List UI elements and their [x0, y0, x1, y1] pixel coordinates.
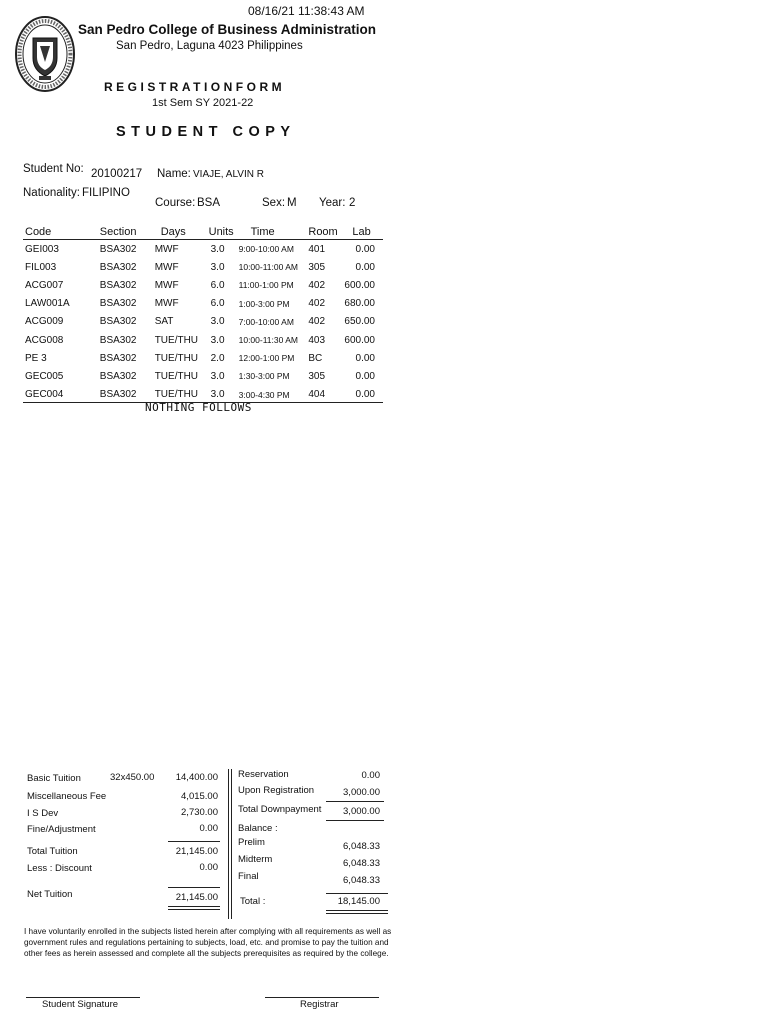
cell-room: 402 — [308, 316, 326, 328]
col-header-code: Code — [23, 225, 98, 240]
col-header-lab: Lab — [342, 225, 383, 240]
cell-code: ACG009 — [25, 316, 64, 328]
total-label: Total : — [240, 896, 266, 907]
cell-room: 404 — [308, 389, 326, 401]
basic-tuition-value: 14,400.00 — [175, 772, 218, 783]
course-label: Course: — [155, 197, 196, 209]
sex: M — [287, 197, 297, 209]
cell-units: 3.0 — [210, 389, 225, 401]
cell-room: 305 — [308, 261, 326, 273]
cell-days: MWF — [154, 261, 179, 273]
net-line-bottom-1 — [168, 906, 220, 907]
student-no: 20100217 — [91, 168, 143, 180]
table-row — [23, 313, 383, 331]
subtotal-line — [168, 841, 220, 842]
cell-units: 3.0 — [210, 261, 225, 273]
cell-time: 12:00-1:00 PM — [238, 353, 295, 364]
cell-section: BSA302 — [99, 298, 137, 310]
total-line-top — [326, 893, 388, 894]
year-label: Year: — [319, 197, 346, 209]
misc-fee-value: 4,015.00 — [181, 791, 218, 802]
table-row — [23, 331, 383, 349]
cell-lab: 650.00 — [344, 316, 375, 328]
registrar-signature-line — [265, 997, 379, 998]
cell-lab: 0.00 — [355, 370, 375, 382]
prelim-value: 6,048.33 — [343, 841, 380, 852]
total-downpayment-value: 3,000.00 — [343, 806, 380, 817]
cell-lab: 0.00 — [355, 261, 375, 273]
student-name: VIAJE, ALVIN R — [193, 169, 264, 180]
cell-code: GEI003 — [25, 243, 59, 255]
cell-time: 10:00-11:30 AM — [238, 335, 298, 346]
student-signature-line — [26, 997, 140, 998]
cell-lab: 0.00 — [355, 243, 375, 255]
fine-label: Fine/Adjustment — [27, 824, 96, 835]
col-header-room: Room — [306, 225, 342, 240]
cell-code: ACG008 — [25, 334, 64, 346]
total-downpayment-label: Total Downpayment — [238, 804, 322, 815]
cell-room: 402 — [308, 298, 326, 310]
net-line-top — [168, 887, 220, 888]
school-name: San Pedro College of Business Administration — [78, 22, 377, 37]
cell-time: 3:00-4:30 PM — [238, 389, 290, 400]
subjects-header-row — [23, 225, 383, 240]
school-address: San Pedro, Laguna 4023 Philippines — [116, 40, 303, 52]
balance-label: Balance : — [238, 823, 278, 834]
total-tuition-label: Total Tuition — [27, 846, 78, 857]
cell-time: 1:30-3:00 PM — [238, 371, 290, 382]
prelim-label: Prelim — [238, 837, 265, 848]
subjects-table — [23, 225, 383, 404]
divider-line-1 — [228, 769, 229, 919]
nationality-label: Nationality: — [23, 187, 80, 199]
cell-room: 401 — [308, 243, 326, 255]
cell-units: 3.0 — [210, 316, 225, 328]
cell-units: 3.0 — [210, 243, 225, 255]
cell-days: TUE/THU — [154, 352, 199, 364]
cell-room: 305 — [308, 370, 326, 382]
cell-days: SAT — [154, 316, 174, 328]
midterm-value: 6,048.33 — [343, 858, 380, 869]
midterm-label: Midterm — [238, 854, 273, 865]
cell-lab: 600.00 — [344, 279, 375, 291]
table-row — [23, 276, 383, 294]
cell-lab: 680.00 — [344, 298, 375, 310]
sex-label: Sex: — [262, 197, 286, 209]
cell-section: BSA302 — [99, 334, 137, 346]
cell-units: 2.0 — [210, 352, 225, 364]
cell-section: BSA302 — [99, 370, 137, 382]
enrollment-declaration: I have voluntarily enrolled in the subjects listed herein after complying with all requirements as well as government rules and regulations pertaining to subjects, load, etc. and promise to pay the tuition and other fees as herein assessed and complete all the subjects prerequisites as required by the college. — [24, 927, 392, 958]
cell-time: 10:00-11:00 AM — [238, 262, 298, 273]
cell-section: BSA302 — [99, 243, 137, 255]
basic-tuition-calc: 32x450.00 — [110, 772, 155, 783]
table-row — [23, 295, 383, 313]
isdev-value: 2,730.00 — [181, 807, 218, 818]
cell-section: BSA302 — [99, 352, 137, 364]
name-label: Name: — [157, 168, 191, 180]
form-title: REGISTRATIONFORM — [104, 80, 286, 94]
cell-lab: 600.00 — [344, 334, 375, 346]
table-row — [23, 367, 383, 385]
upon-registration-value: 3,000.00 — [343, 787, 380, 798]
cell-code: ACG007 — [25, 279, 64, 291]
cell-section: BSA302 — [99, 279, 137, 291]
cell-room: 402 — [308, 279, 326, 291]
cell-time: 1:00-3:00 PM — [238, 298, 290, 309]
table-row — [23, 240, 383, 259]
isdev-label: I S Dev — [27, 808, 59, 819]
cell-days: MWF — [154, 279, 179, 291]
col-header-time: Time — [237, 225, 307, 240]
cell-time: 11:00-1:00 PM — [238, 280, 294, 291]
registrar-signature-label: Registrar — [300, 999, 339, 1010]
cell-lab: 0.00 — [355, 389, 375, 401]
reservation-label: Reservation — [238, 769, 289, 780]
cell-room: 403 — [308, 334, 326, 346]
final-label: Final — [238, 871, 259, 882]
misc-fee-label: Miscellaneous Fee — [27, 791, 107, 802]
reservation-value: 0.00 — [361, 770, 380, 781]
cell-units: 6.0 — [210, 279, 225, 291]
college-seal-icon — [14, 14, 76, 94]
total-tuition-value: 21,145.00 — [175, 846, 218, 857]
total-line-bottom-1 — [326, 910, 388, 911]
col-header-days: Days — [153, 225, 207, 240]
cell-units: 6.0 — [210, 298, 225, 310]
cell-time: 7:00-10:00 AM — [238, 316, 294, 327]
course: BSA — [197, 197, 221, 209]
cell-units: 3.0 — [210, 334, 225, 346]
nationality: FILIPINO — [82, 187, 130, 199]
divider-line-2 — [231, 769, 232, 919]
upon-registration-label: Upon Registration — [238, 785, 315, 796]
student-signature-label: Student Signature — [42, 999, 119, 1010]
downpayment-line-bottom — [326, 820, 384, 821]
cell-code: LAW001A — [25, 298, 70, 310]
table-row — [23, 349, 383, 367]
total-line-bottom-2 — [326, 913, 388, 914]
cell-time: 9:00-10:00 AM — [238, 244, 294, 255]
table-row — [23, 258, 383, 276]
discount-label: Less : Discount — [27, 863, 92, 874]
nothing-follows: NOTHING FOLLOWS — [145, 401, 252, 414]
col-header-units: Units — [207, 225, 237, 240]
semester: 1st Sem SY 2021-22 — [152, 97, 254, 109]
copy-label: STUDENT COPY — [116, 124, 296, 140]
cell-days: MWF — [154, 298, 179, 310]
final-value: 6,048.33 — [343, 875, 380, 886]
col-header-section: Section — [98, 225, 153, 240]
cell-code: GEC004 — [25, 389, 64, 401]
discount-value: 0.00 — [199, 862, 218, 873]
basic-tuition-label: Basic Tuition — [27, 773, 81, 784]
net-line-bottom-2 — [168, 909, 220, 910]
net-tuition-value: 21,145.00 — [175, 892, 218, 903]
student-no-label: Student No: — [23, 163, 84, 175]
cell-code: PE 3 — [25, 352, 47, 364]
total-value: 18,145.00 — [337, 896, 380, 907]
cell-lab: 0.00 — [355, 352, 375, 364]
fine-value: 0.00 — [199, 823, 218, 834]
year: 2 — [349, 197, 356, 209]
downpayment-line-top — [326, 801, 384, 802]
cell-days: TUE/THU — [154, 370, 199, 382]
cell-section: BSA302 — [99, 261, 137, 273]
cell-days: TUE/THU — [154, 389, 199, 401]
cell-code: GEC005 — [25, 370, 64, 382]
cell-room: BC — [308, 352, 323, 364]
cell-code: FIL003 — [25, 261, 57, 273]
cell-section: BSA302 — [99, 316, 137, 328]
print-timestamp: 08/16/21 11:38:43 AM — [248, 4, 365, 18]
cell-days: MWF — [154, 243, 179, 255]
cell-days: TUE/THU — [154, 334, 199, 346]
cell-units: 3.0 — [210, 370, 225, 382]
net-tuition-label: Net Tuition — [27, 889, 73, 900]
cell-section: BSA302 — [99, 389, 137, 401]
